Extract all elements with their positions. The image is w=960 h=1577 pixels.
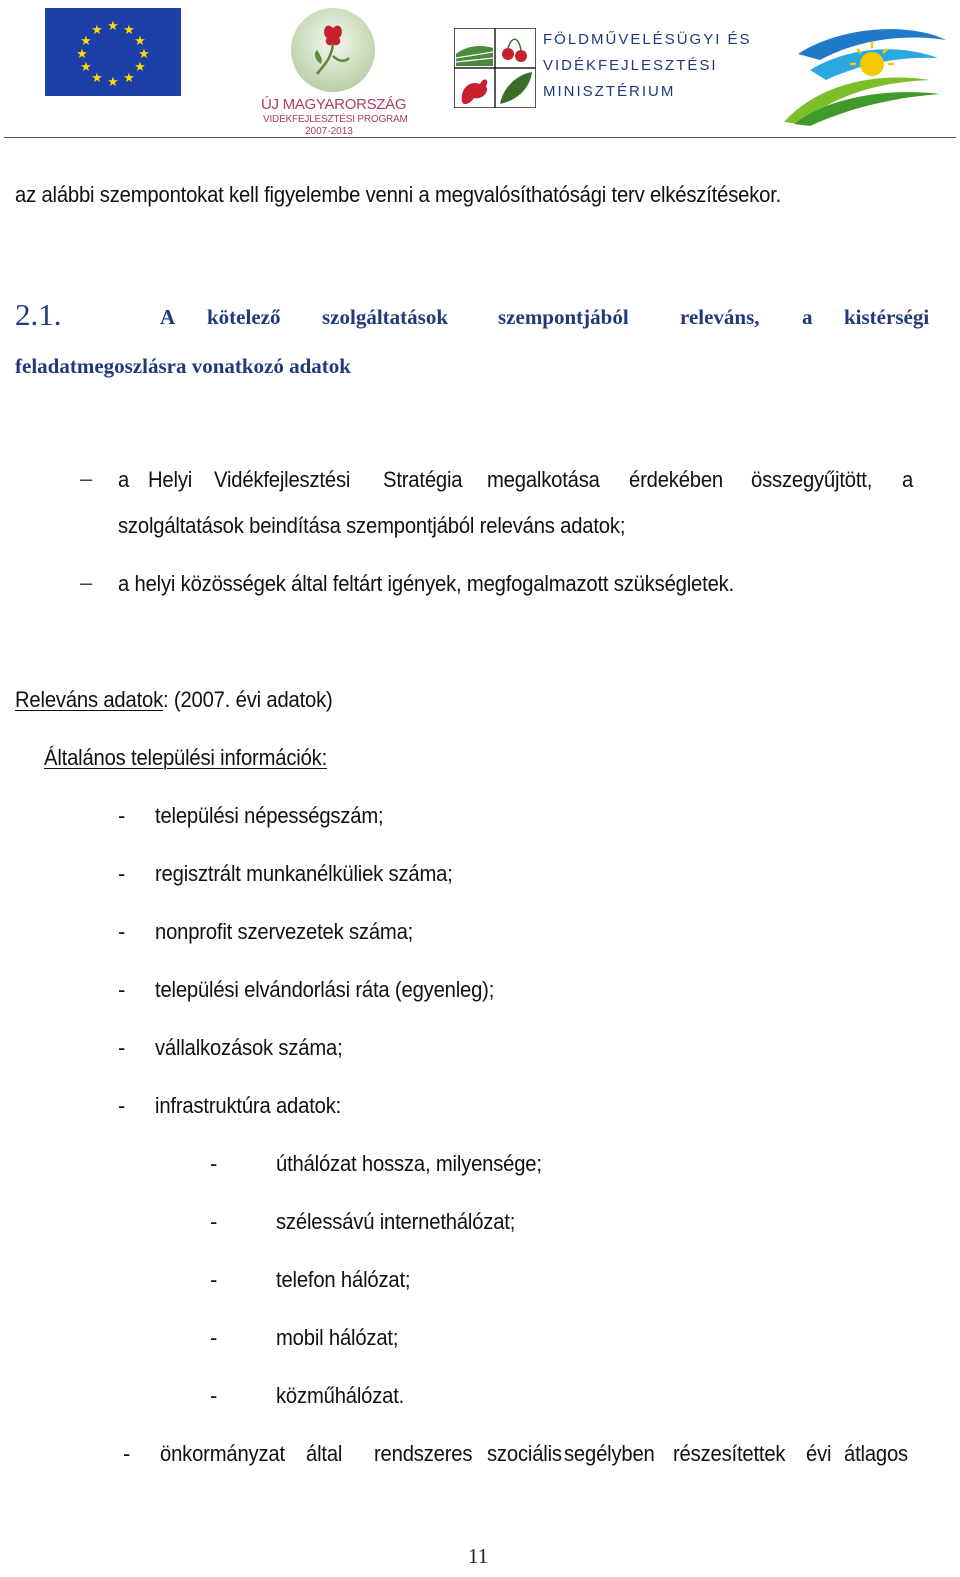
bullet-2-text: a helyi közösségek által feltárt igények, megfogalmazott szükségletek. <box>118 571 735 596</box>
uj-magyarorszag-logo <box>255 4 415 136</box>
list-dash-2: - <box>118 861 126 886</box>
bullet-1-word-6: érdekében <box>629 467 724 492</box>
heading-word-4: szempontjából <box>498 305 629 329</box>
general-info-heading: Általános települési információk: <box>44 745 328 770</box>
list-item-4: települési elvándorlási ráta (egyenleg); <box>155 977 495 1002</box>
sub-list-dash-1: - <box>210 1151 218 1176</box>
intro-text: az alábbi szempontokat kell figyelembe venni a megvalósíthatósági terv elkészítésekor. <box>15 182 782 207</box>
relevant-data-rest: : (2007. évi adatok) <box>163 687 333 712</box>
list-dash-5: - <box>118 1035 126 1060</box>
ministry-name <box>543 31 752 109</box>
sub-list-item-5: közműhálózat. <box>276 1383 405 1408</box>
sub-list-item-4: mobil hálózat; <box>276 1325 399 1350</box>
last-item-word-1: önkormányzat <box>160 1441 285 1466</box>
list-dash-4: - <box>118 977 126 1002</box>
heading-word-5: releváns, <box>680 305 760 329</box>
list-item-2: regisztrált munkanélküliek száma; <box>155 861 453 886</box>
bullet-1-word-8: a <box>902 467 914 492</box>
header <box>0 0 960 140</box>
sub-list-dash-3: - <box>210 1267 218 1292</box>
years-text: 2007-2013 <box>305 126 353 137</box>
bullet-1-line-2: szolgáltatások beindítása szempontjából releváns adatok; <box>118 513 626 538</box>
sub-list-item-3: telefon hálózat; <box>276 1267 411 1292</box>
list-item-6: infrastruktúra adatok: <box>155 1093 342 1118</box>
last-item-word-3: rendszeres <box>374 1441 473 1466</box>
uj-magyarorszag-text: ÚJ MAGYARORSZÁG <box>261 96 407 113</box>
heading-word-3: szolgáltatások <box>322 305 448 329</box>
list-item-1: települési népességszám; <box>155 803 384 828</box>
relevant-data-line <box>15 687 333 713</box>
bullet-1-word-4: Stratégia <box>383 467 463 492</box>
svg-text:★: ★ <box>91 23 103 38</box>
heading-word-6: a <box>802 305 813 329</box>
svg-text:★: ★ <box>123 23 135 38</box>
sub-list-dash-2: - <box>210 1209 218 1234</box>
heading-word-2: kötelező <box>207 305 281 329</box>
last-item-word-8: átlagos <box>844 1441 908 1466</box>
bullet-1-word-7: összegyűjtött, <box>751 467 873 492</box>
sub-list-dash-5: - <box>210 1383 218 1408</box>
heading-word-7: kistérségi <box>844 305 930 329</box>
list-item-5: vállalkozások száma; <box>155 1035 343 1060</box>
section-number: 2.1. <box>15 297 62 332</box>
svg-text:★: ★ <box>138 47 150 62</box>
list-dash-6: - <box>118 1093 126 1118</box>
svg-text:★: ★ <box>134 60 146 75</box>
bullet-1-word-2: Helyi <box>148 467 193 492</box>
last-item-word-2: által <box>306 1441 343 1466</box>
bullet-dash-1: – <box>80 466 93 491</box>
svg-text:★: ★ <box>107 19 119 34</box>
svg-text:★: ★ <box>134 34 146 49</box>
last-item-word-5: segélyben <box>564 1441 655 1466</box>
sub-list-dash-4: - <box>210 1325 218 1350</box>
section-title-line-2: feladatmegoszlásra vonatkozó adatok <box>15 354 351 378</box>
relevant-data-label: Releváns adatok <box>15 687 164 712</box>
svg-text:★: ★ <box>80 34 92 49</box>
rural-development-sun-logo <box>780 24 948 126</box>
last-item-word-6: részesítettek <box>673 1441 786 1466</box>
last-item-word-4: szociális <box>487 1441 562 1466</box>
list-dash-7: - <box>123 1441 131 1466</box>
tulip-emblem-icon <box>287 4 379 96</box>
header-divider <box>4 137 956 138</box>
ministry-emblem-icon <box>454 28 536 108</box>
bullet-1-word-3: Vidékfejlesztési <box>214 467 351 492</box>
bullet-1-word-5: megalkotása <box>487 467 600 492</box>
bullet-dash-2: – <box>80 570 93 595</box>
heading-word-1: A <box>160 305 176 329</box>
last-item-word-7: évi <box>806 1441 832 1466</box>
svg-text:★: ★ <box>123 71 135 86</box>
ministry-line-2: VIDÉKFEJLESZTÉSI <box>543 57 718 74</box>
list-dash-3: - <box>118 919 126 944</box>
program-text: VIDÉKFEJLESZTÉSI PROGRAM <box>263 114 408 125</box>
page-number: 11 <box>468 1544 489 1568</box>
ministry-line-3: MINISZTÉRIUM <box>543 83 676 100</box>
svg-text:★: ★ <box>76 47 88 62</box>
bullet-1-word-1: a <box>118 467 130 492</box>
svg-text:★: ★ <box>80 60 92 75</box>
ministry-line-1: FÖLDMŰVELÉSÜGYI ÉS <box>543 31 752 48</box>
sub-list-item-1: úthálózat hossza, milyensége; <box>276 1151 542 1176</box>
sub-list-item-2: szélessávú internethálózat; <box>276 1209 516 1234</box>
svg-text:★: ★ <box>91 71 103 86</box>
eu-flag-logo <box>45 8 181 96</box>
list-dash-1: - <box>118 803 126 828</box>
list-item-3: nonprofit szervezetek száma; <box>155 919 414 944</box>
svg-text:★: ★ <box>107 75 119 90</box>
